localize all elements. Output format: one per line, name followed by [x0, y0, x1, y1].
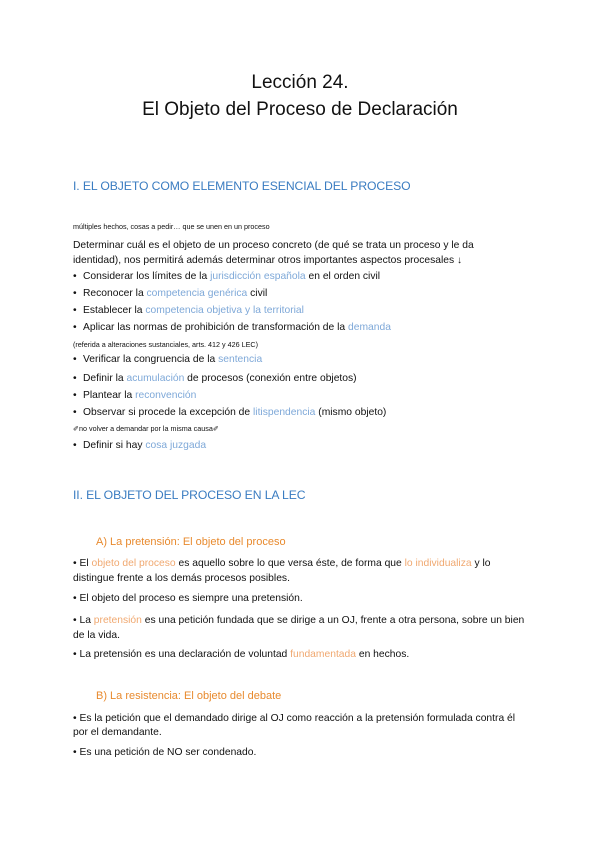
list-item: • La pretensión es una declaración de voluntad fundamentada en hechos.	[73, 649, 410, 660]
bullet-icon: •	[73, 288, 77, 299]
list-item: • Establecer la competencia objetiva y la territorial	[73, 305, 304, 316]
bullet-icon: •	[73, 373, 77, 384]
list-item: • La pretensión es una petición fundada que se dirige a un OJ, frente a otra persona, sobre un bien de la vida.	[73, 615, 525, 641]
bullet-icon: •	[73, 440, 77, 451]
list-item: • El objeto del proceso es aquello sobre lo que versa éste, de forma que lo individualiza y lo distingue frente a los demás procesos posibles.	[73, 558, 491, 584]
bullet-icon: •	[73, 713, 80, 724]
bullet-icon: •	[73, 615, 80, 626]
section-2-heading: II. EL OBJETO DEL PROCESO EN LA LEC	[73, 488, 306, 502]
list-item: • Reconocer la competencia genérica civil	[73, 288, 268, 299]
lesson-title: El Objeto del Proceso de Declaración	[142, 99, 458, 120]
subsection-a-heading: A) La pretensión: El objeto del proceso	[96, 536, 286, 548]
bullet-icon: •	[73, 271, 77, 282]
bullet-icon: •	[73, 322, 77, 333]
bullet-icon: •	[73, 390, 77, 401]
down-arrow-icon: ↓	[457, 255, 463, 266]
list-item: • Es la petición que el demandado dirige al OJ como reacción a la pretensión formulada contra él por el demandante.	[73, 713, 516, 738]
bullet-icon: •	[73, 649, 80, 660]
list-item: • El objeto del proceso es siempre una pretensión.	[73, 593, 303, 604]
litispendencia-note: ✐no volver a demandar por la misma causa✐	[73, 424, 219, 433]
list-item: • Considerar los límites de la jurisdicción española en el orden civil	[73, 271, 381, 282]
list-item: • Definir la acumulación de procesos (conexión entre objetos)	[73, 373, 357, 384]
list-item: • Plantear la reconvención	[73, 390, 197, 401]
subsection-b-heading: B) La resistencia: El objeto del debate	[96, 690, 282, 702]
list-item: • Es una petición de NO ser condenado.	[73, 747, 257, 758]
intro-text: Determinar cuál es el objeto de un proceso concreto (de qué se trata un proceso y le da identidad), nos permitirá además determinar otros importantes aspectos procesales	[73, 240, 474, 266]
bullet-icon: •	[73, 354, 77, 365]
handwritten-note: múltiples hechos, cosas a pedir… que se unen en un proceso	[73, 222, 270, 231]
section-1-heading: I. EL OBJETO COMO ELEMENTO ESENCIAL DEL PROCESO	[73, 179, 411, 193]
list-item: • Verificar la congruencia de la sentencia	[73, 354, 263, 365]
lesson-number: Lección 24.	[251, 72, 349, 93]
list-item: • Definir si hay cosa juzgada	[73, 440, 207, 451]
list-item: • Observar si procede la excepción de litispendencia (mismo objeto)	[73, 407, 387, 418]
bullet-icon: •	[73, 407, 77, 418]
demanda-note: (referida a alteraciones sustanciales, arts. 412 y 426 LEC)	[73, 340, 258, 349]
bullet-icon: •	[73, 747, 80, 758]
list-item: • Aplicar las normas de prohibición de transformación de la demanda	[73, 322, 391, 333]
bullet-icon: •	[73, 305, 77, 316]
bullet-icon: •	[73, 558, 80, 569]
bullet-icon: •	[73, 593, 80, 604]
intro-paragraph	[73, 238, 523, 268]
